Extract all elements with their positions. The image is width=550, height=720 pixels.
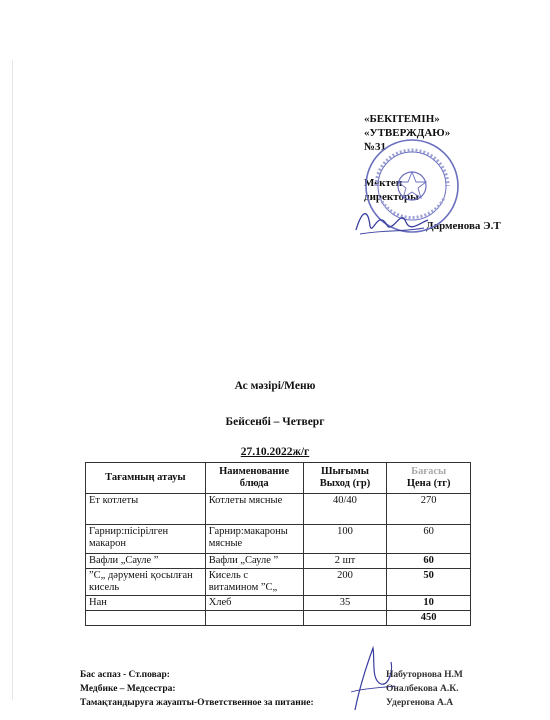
- menu-table: [85, 462, 471, 626]
- header-price-kz: Бағасы: [411, 466, 447, 477]
- cell-dish-kz: ”С„ дәрумені қосылған кисель: [86, 569, 206, 596]
- header-price: [387, 463, 471, 494]
- cell-dish-kz: Ет котлеты: [86, 494, 206, 525]
- header-weight-kz: Шығымы: [320, 466, 369, 477]
- table-row: [86, 494, 471, 525]
- header-dish-ru: Наименование блюда: [205, 463, 303, 494]
- header-weight-ru: Выход (гр): [319, 478, 371, 489]
- total-empty-2: [205, 611, 303, 626]
- cell-price: 270: [387, 494, 471, 525]
- cell-weight: 200: [303, 569, 387, 596]
- cell-price: 60: [387, 525, 471, 554]
- cell-weight: 100: [303, 525, 387, 554]
- menu-day: Бейсенбі – Четверг: [225, 416, 325, 428]
- responsible-label: Тамақтандыруға жауапты-Ответственное за питание:: [80, 698, 314, 708]
- school-number: №31: [364, 141, 387, 153]
- nurse-name: Оналбекова А.К.: [386, 684, 459, 694]
- header-price-ru: Цена (тг): [406, 478, 451, 489]
- table-header-row: [86, 463, 471, 494]
- menu-title: Ас мәзірі/Меню: [234, 380, 316, 392]
- responsible-name: Удергенова А.А: [386, 698, 454, 708]
- cell-weight: 2 шт: [303, 554, 387, 569]
- cell-price: 50: [387, 569, 471, 596]
- director-name: Дарменова Э.Т: [426, 220, 501, 232]
- cell-weight: 35: [303, 596, 387, 611]
- header-weight: [303, 463, 387, 494]
- nurse-label: Медбике – Медсестра:: [80, 684, 176, 694]
- cell-dish-ru: Гарнир:макароны мясные: [205, 525, 303, 554]
- cell-dish-ru: Кисель с витамином ”С„: [205, 569, 303, 596]
- cell-price: 60: [387, 554, 471, 569]
- cook-label: Бас аспаз - Ст.повар:: [80, 670, 170, 680]
- cell-dish-ru: Хлеб: [205, 596, 303, 611]
- approval-ru: «УТВЕРЖДАЮ»: [364, 127, 451, 139]
- cell-dish-kz: Гарнир:пісірілген макарон: [86, 525, 206, 554]
- total-empty-1: [86, 611, 206, 626]
- director-signature-icon: [352, 200, 432, 240]
- cell-dish-kz: Вафли „Сауле ”: [86, 554, 206, 569]
- table-row: [86, 554, 471, 569]
- header-dish-kz: Тағамның атауы: [86, 463, 206, 494]
- table-row: [86, 596, 471, 611]
- table-row: [86, 569, 471, 596]
- menu-date: 27.10.2022ж/г: [240, 446, 310, 458]
- cook-name: Набуторнова Н.М: [386, 670, 463, 680]
- total-empty-3: [303, 611, 387, 626]
- cell-dish-ru: Вафли „Сауле ”: [205, 554, 303, 569]
- total-price: 450: [387, 611, 471, 626]
- table-total-row: [86, 611, 471, 626]
- table-row: [86, 525, 471, 554]
- approval-kz: «БЕКІТЕМІН»: [364, 113, 440, 125]
- cell-dish-kz: Нан: [86, 596, 206, 611]
- director-label: Мектеп директоры: [364, 177, 419, 203]
- cell-price: 10: [387, 596, 471, 611]
- cell-weight: 40/40: [303, 494, 387, 525]
- cell-dish-ru: Котлеты мясные: [205, 494, 303, 525]
